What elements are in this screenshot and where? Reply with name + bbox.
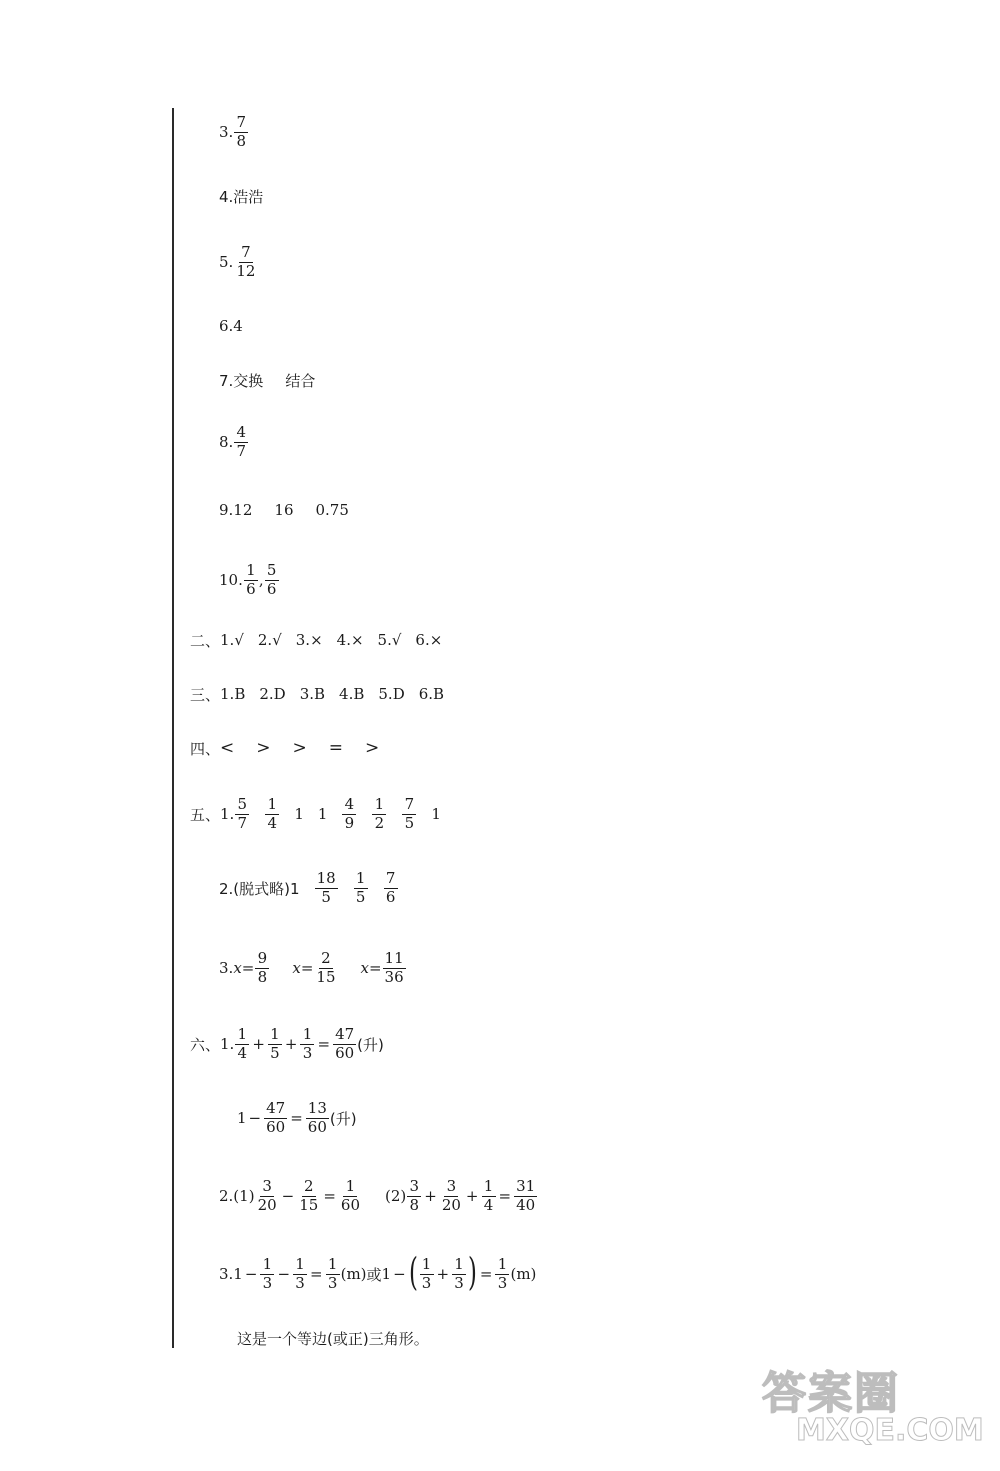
- plus-sign: +: [436, 1265, 450, 1283]
- item-label: 3.: [219, 959, 234, 977]
- fraction: [234, 112, 248, 150]
- denominator: 6: [246, 579, 256, 598]
- section-5-q2: [219, 864, 399, 912]
- fraction: [300, 1024, 314, 1062]
- equals-sign: =: [290, 1109, 303, 1127]
- numerator: 1: [495, 1257, 509, 1275]
- fraction: [293, 1254, 307, 1292]
- fraction: [440, 1176, 463, 1214]
- numerator: 1: [260, 1257, 274, 1275]
- item-value: 16: [274, 501, 294, 519]
- denominator: 3: [421, 1273, 432, 1292]
- numerator: 47: [266, 1098, 286, 1117]
- denominator: 2: [374, 813, 385, 832]
- numerator: 2: [302, 1179, 316, 1197]
- section-6-q1a: [190, 1020, 384, 1068]
- section-6-q3: [219, 1250, 536, 1298]
- fraction: [384, 868, 398, 906]
- denominator: 8: [409, 1195, 420, 1214]
- section-6-q1b: [237, 1094, 357, 1142]
- section-5-q1: [190, 790, 441, 838]
- denominator: 15: [316, 967, 336, 986]
- fraction: [234, 242, 257, 280]
- comparison-symbol: >: [256, 738, 271, 758]
- equals-sign: =: [300, 959, 314, 977]
- variable: x: [360, 959, 369, 977]
- fraction: [482, 1176, 496, 1214]
- denominator: 5: [270, 1043, 280, 1062]
- item-label: 6.4: [219, 317, 243, 335]
- fraction: [264, 1098, 287, 1136]
- denominator: 6: [266, 579, 277, 598]
- fraction: [514, 1176, 537, 1214]
- answer-9: [219, 486, 349, 534]
- numerator: 1: [326, 1257, 340, 1275]
- item-label: (2): [385, 1187, 407, 1205]
- item-value: 1: [317, 805, 328, 823]
- item-value: 1: [237, 1109, 247, 1127]
- denominator: 60: [307, 1117, 327, 1136]
- numerator: 1: [235, 1027, 249, 1045]
- comparison-symbol: >: [292, 738, 307, 758]
- denominator: 4: [267, 813, 278, 832]
- numerator: 31: [516, 1176, 536, 1195]
- fraction: [265, 794, 279, 832]
- denominator: 15: [299, 1195, 319, 1214]
- equals-sign: =: [323, 1187, 336, 1205]
- item-label: 3.1: [219, 1265, 243, 1283]
- fraction: [339, 1176, 362, 1214]
- answer-item: 5.D: [378, 685, 405, 703]
- equals-sign: =: [498, 1187, 512, 1205]
- answer-4: [219, 172, 263, 220]
- section-3-answers: [190, 670, 444, 718]
- section-prefix: 五、: [190, 805, 221, 824]
- denominator: 40: [516, 1195, 536, 1214]
- fraction: [354, 868, 368, 906]
- numerator: 11: [384, 948, 404, 967]
- denominator: 8: [257, 967, 268, 986]
- denominator: 60: [266, 1117, 286, 1136]
- fraction: [260, 1254, 274, 1292]
- equals-sign: =: [310, 1265, 323, 1283]
- comparison-symbol: =: [328, 738, 344, 758]
- denominator: 36: [384, 967, 404, 986]
- numerator: 2: [319, 951, 333, 969]
- answer-item: 4.B: [339, 685, 365, 703]
- numerator: 4: [342, 797, 356, 815]
- unit-label: (升): [357, 1035, 384, 1054]
- numerator: 7: [402, 797, 416, 815]
- section-prefix: 三、: [190, 685, 221, 704]
- item-value: 1: [294, 805, 304, 823]
- section-4-answers: [190, 724, 379, 772]
- watermark-logo: [762, 1357, 982, 1457]
- denominator: 6: [385, 887, 396, 906]
- answer-item: 5.√: [377, 631, 402, 649]
- denominator: 7: [236, 441, 247, 460]
- answer-7: [219, 356, 315, 404]
- section-6-conclusion: [237, 1314, 429, 1362]
- fraction: [314, 948, 337, 986]
- unit-label: (m): [340, 1265, 367, 1283]
- section-prefix: 二、: [190, 631, 221, 650]
- item-label: 9.12: [219, 501, 253, 519]
- fraction: [333, 1024, 356, 1062]
- numerator: 1: [268, 1027, 282, 1045]
- minus-sign: −: [244, 1265, 258, 1283]
- fraction: [315, 868, 338, 906]
- answer-10: [219, 556, 280, 604]
- plus-sign: +: [252, 1035, 265, 1053]
- variable: x: [292, 959, 301, 977]
- minus-sign: −: [393, 1265, 406, 1283]
- unit-label: (升): [329, 1109, 357, 1128]
- numerator: 1: [244, 563, 258, 581]
- numerator: 7: [239, 245, 253, 263]
- numerator: 5: [265, 563, 279, 581]
- denominator: 60: [335, 1043, 355, 1062]
- item-value: 1: [381, 1265, 392, 1283]
- item-label: 1.: [220, 1035, 235, 1053]
- left-paren: (: [408, 1250, 418, 1294]
- answer-item: 6.B: [418, 685, 445, 703]
- fraction: [235, 1024, 249, 1062]
- numerator: 3: [260, 1179, 274, 1197]
- denominator: 4: [483, 1195, 494, 1214]
- denominator: 5: [321, 887, 331, 906]
- fraction: [407, 1176, 421, 1214]
- numerator: 1: [372, 797, 386, 815]
- plus-sign: +: [465, 1187, 479, 1205]
- equals-sign: =: [479, 1265, 493, 1283]
- numerator: 1: [482, 1179, 496, 1197]
- equals-sign: =: [241, 959, 255, 977]
- denominator: 3: [454, 1273, 464, 1292]
- denominator: 3: [497, 1273, 508, 1292]
- answer-item: 4.×: [336, 631, 364, 649]
- denominator: 20: [441, 1195, 461, 1214]
- item-label: 2.(脱式略)1: [219, 879, 300, 898]
- item-label: 3.: [219, 123, 234, 141]
- fraction: [235, 794, 249, 832]
- plus-sign: +: [424, 1187, 437, 1205]
- answer-item: 3.×: [295, 631, 323, 649]
- item-label: 7.交换: [219, 371, 264, 390]
- fraction: [265, 560, 279, 598]
- fraction: [342, 794, 356, 832]
- numerator: 1: [265, 797, 279, 815]
- numerator: 1: [420, 1257, 434, 1275]
- section-prefix: 六、: [190, 1035, 221, 1054]
- item-value: 0.75: [315, 501, 349, 519]
- minus-sign: −: [281, 1187, 295, 1205]
- answer-item: 6.×: [415, 631, 443, 649]
- answer-item: 2.√: [257, 631, 282, 649]
- numerator: 1: [354, 871, 368, 889]
- section-2-answers: [190, 616, 442, 664]
- conclusion-text: 这是一个等边(或正)三角形。: [237, 1329, 429, 1348]
- item-value: 结合: [285, 371, 316, 390]
- denominator: 3: [295, 1273, 305, 1292]
- item-label: 4.浩浩: [219, 187, 264, 206]
- fraction: [306, 1098, 329, 1136]
- denominator: 3: [302, 1043, 313, 1062]
- item-label: 1.: [220, 805, 235, 823]
- binding-margin-line: [172, 108, 174, 1348]
- watermark-text: 答案圈: [762, 1368, 900, 1419]
- fraction: [326, 1254, 340, 1292]
- item-label: 10.: [219, 571, 243, 589]
- denominator: 7: [237, 813, 248, 832]
- fraction: [234, 422, 248, 460]
- conjunction: 或: [366, 1265, 382, 1284]
- item-label: 5.: [219, 253, 234, 271]
- numerator: 5: [235, 797, 249, 815]
- item-label: 8.: [219, 433, 234, 451]
- answer-item: 2.D: [259, 685, 286, 703]
- denominator: 4: [237, 1043, 248, 1062]
- fraction: [268, 1024, 282, 1062]
- answer-3: [219, 108, 249, 156]
- denominator: 60: [340, 1195, 360, 1214]
- denominator: 3: [262, 1273, 273, 1292]
- numerator: 4: [234, 425, 248, 443]
- minus-sign: −: [248, 1109, 262, 1127]
- item-value: 1: [431, 805, 441, 823]
- fraction: [372, 794, 386, 832]
- answer-item: 3.B: [299, 685, 326, 703]
- numerator: 1: [343, 1179, 357, 1197]
- fraction: [495, 1254, 509, 1292]
- equals-sign: =: [317, 1035, 331, 1053]
- minus-sign: −: [277, 1265, 291, 1283]
- numerator: 1: [452, 1257, 466, 1275]
- fraction: [256, 1176, 279, 1214]
- variable: x: [233, 959, 242, 977]
- fraction: [297, 1176, 320, 1214]
- denominator: 20: [257, 1195, 277, 1214]
- numerator: 18: [316, 868, 336, 887]
- answer-6: [219, 302, 243, 350]
- item-label: 2.(1): [219, 1187, 255, 1205]
- watermark-url: MXQE.COM: [796, 1413, 984, 1448]
- numerator: 3: [444, 1179, 458, 1197]
- equals-sign: =: [368, 959, 382, 977]
- right-paren: ): [468, 1250, 477, 1294]
- answer-5: [219, 238, 258, 286]
- fraction: [452, 1254, 466, 1292]
- fraction: [383, 948, 406, 986]
- unit-label: (m): [510, 1265, 537, 1283]
- fraction: [255, 948, 269, 986]
- numerator: 13: [307, 1098, 327, 1117]
- numerator: 1: [293, 1257, 307, 1275]
- fraction: [420, 1254, 434, 1292]
- numerator: 7: [384, 871, 398, 889]
- denominator: 3: [327, 1273, 338, 1292]
- denominator: 9: [344, 813, 355, 832]
- section-prefix: 四、: [190, 739, 221, 758]
- numerator: 1: [300, 1027, 314, 1045]
- answer-item: 1.√: [220, 631, 244, 649]
- answer-item: 1.B: [220, 685, 246, 703]
- denominator: 8: [236, 131, 247, 150]
- denominator: 5: [355, 887, 366, 906]
- numerator: 7: [234, 115, 248, 133]
- separator: ,: [258, 571, 264, 589]
- fraction: [244, 560, 258, 598]
- plus-sign: +: [284, 1035, 298, 1053]
- section-6-q2: [219, 1172, 538, 1220]
- comparison-symbol: <: [220, 738, 235, 758]
- numerator: 47: [335, 1024, 355, 1043]
- comparison-symbol: >: [365, 738, 380, 758]
- section-5-q3: [219, 944, 407, 992]
- fraction: [402, 794, 416, 832]
- answer-8: [219, 418, 249, 466]
- numerator: 9: [255, 951, 269, 969]
- denominator: 5: [404, 813, 415, 832]
- numerator: 3: [407, 1179, 421, 1197]
- denominator: 12: [236, 261, 256, 280]
